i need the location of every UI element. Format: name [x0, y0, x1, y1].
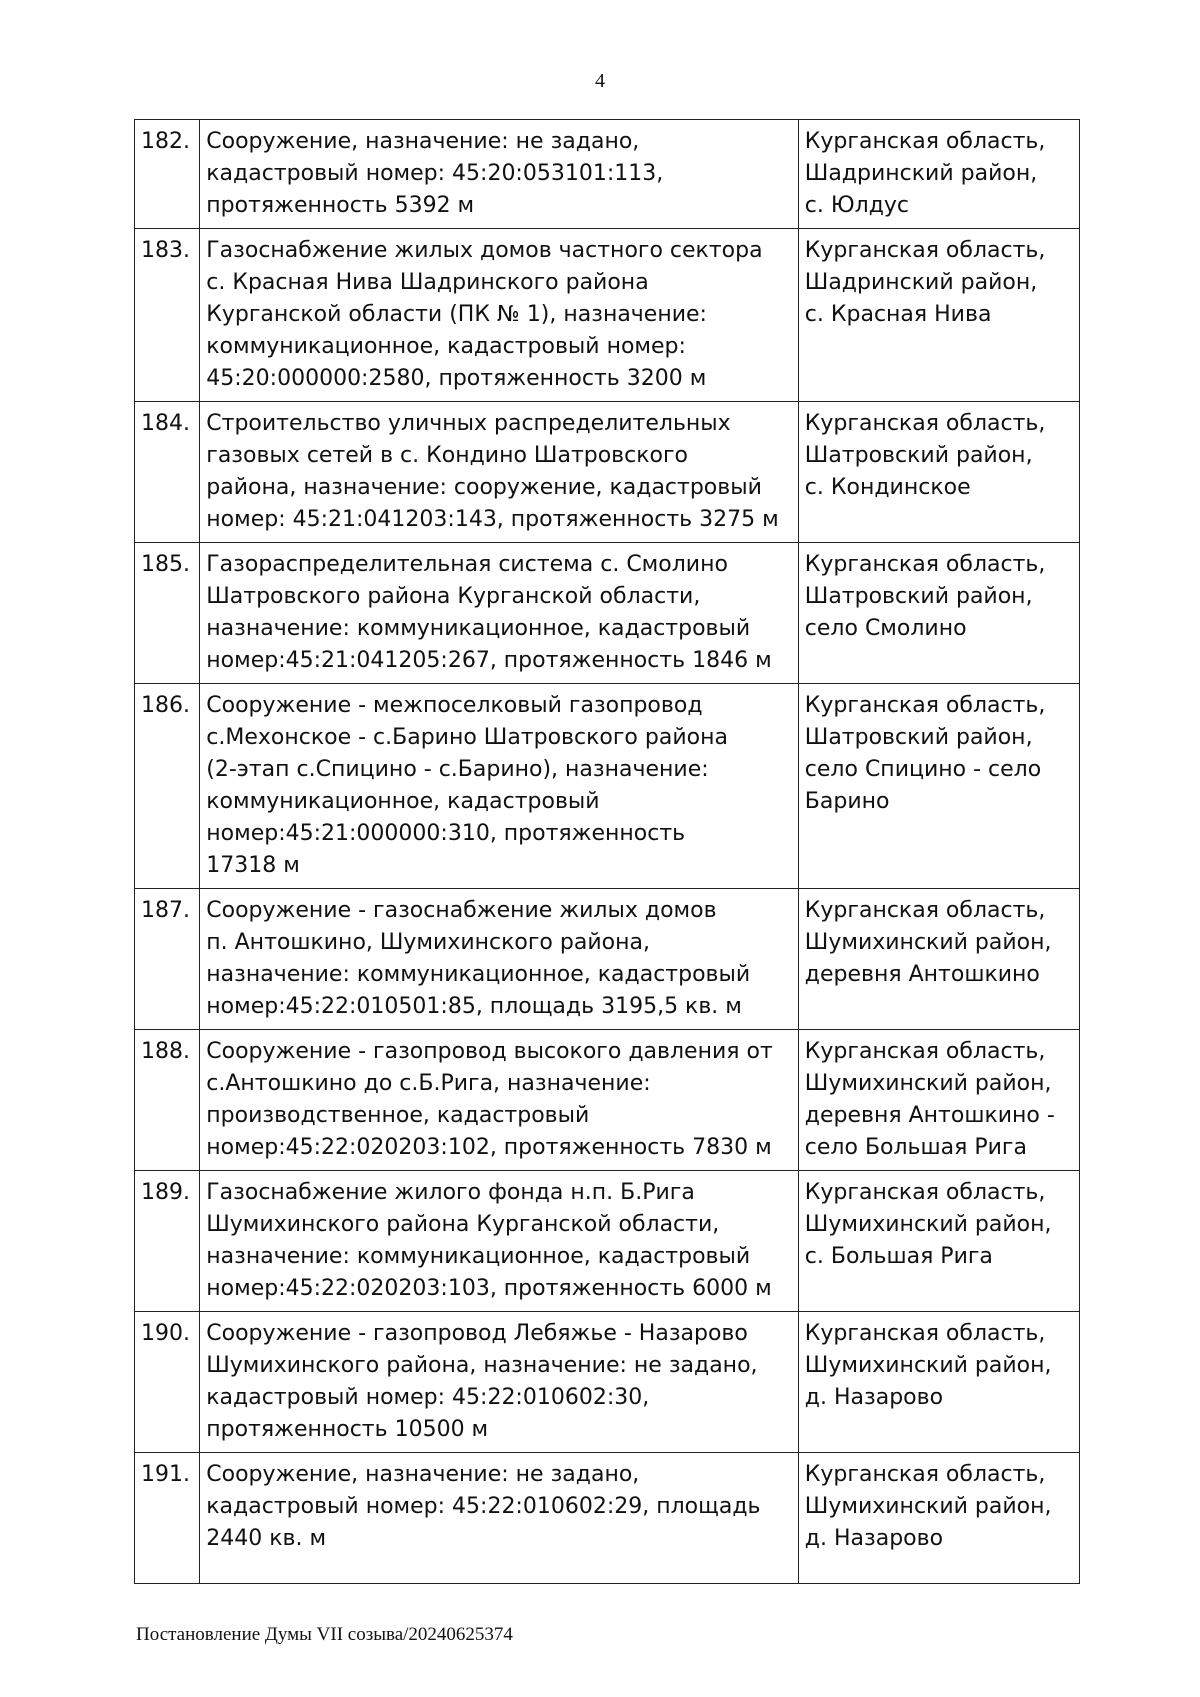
- description-line: Сооружение - газопровод Лебяжье - Назарово: [206, 1321, 748, 1346]
- location-line: Шатровский район,: [804, 725, 1033, 750]
- location-line: д. Назарово: [804, 1385, 944, 1410]
- row-number: 189.: [135, 1171, 200, 1312]
- location-line: Шатровский район,: [804, 584, 1033, 609]
- location-line: Курганская область,: [804, 898, 1046, 923]
- description-line: Сооружение, назначение: не задано,: [206, 129, 640, 154]
- table-row: [135, 1312, 1080, 1453]
- description-line: назначение: коммуникационное, кадастровый: [206, 962, 751, 987]
- location-line: деревня Антошкино: [804, 962, 1040, 987]
- page-number: 4: [595, 70, 605, 92]
- row-number: 188.: [135, 1030, 200, 1171]
- object-location: [798, 120, 1079, 229]
- row-number: 184.: [135, 402, 200, 543]
- object-description: [200, 1030, 799, 1171]
- object-location: [798, 684, 1079, 889]
- description-line: кадастровый номер: 45:20:053101:113,: [206, 161, 664, 186]
- description-line: Газоснабжение жилых домов частного сектора: [206, 238, 763, 263]
- location-line: с. Красная Нива: [804, 302, 992, 327]
- object-description: [200, 889, 799, 1030]
- table-row: [135, 1453, 1080, 1584]
- description-line: кадастровый номер: 45:22:010602:29, площадь: [206, 1494, 761, 1519]
- object-location: [798, 889, 1079, 1030]
- location-line: Шумихинский район,: [804, 1353, 1052, 1378]
- object-location: [798, 543, 1079, 684]
- description-line: Сооружение - газоснабжение жилых домов: [206, 898, 717, 923]
- description-line: района, назначение: сооружение, кадастровый: [206, 475, 762, 500]
- description-line: кадастровый номер: 45:22:010602:30,: [206, 1385, 650, 1410]
- description-line: протяженность 10500 м: [206, 1417, 489, 1442]
- object-description: [200, 1453, 799, 1584]
- location-line: Курганская область,: [804, 1321, 1046, 1346]
- description-line: Сооружение - газопровод высокого давления от: [206, 1039, 773, 1064]
- table-row: [135, 1030, 1080, 1171]
- description-line: газовых сетей в с. Кондино Шатровского: [206, 443, 689, 468]
- description-line: коммуникационное, кадастровый номер:: [206, 334, 686, 359]
- row-number: 187.: [135, 889, 200, 1030]
- description-line: Курганской области (ПК № 1), назначение:: [206, 302, 707, 327]
- description-line: протяженность 5392 м: [206, 193, 475, 218]
- description-line: (2-этап с.Спицино - с.Барино), назначение:: [206, 757, 709, 782]
- description-line: номер:45:21:041205:267, протяженность 1846 м: [206, 648, 772, 673]
- location-line: село Большая Рига: [804, 1135, 1027, 1160]
- location-line: Шадринский район,: [804, 161, 1038, 186]
- description-line: номер:45:22:020203:102, протяженность 7830 м: [206, 1135, 772, 1160]
- table-row: [135, 229, 1080, 402]
- description-line: номер:45:21:000000:310, протяженность: [206, 821, 686, 846]
- row-number: 190.: [135, 1312, 200, 1453]
- description-line: Газоснабжение жилого фонда н.п. Б.Рига: [206, 1180, 695, 1205]
- location-line: Шумихинский район,: [804, 1494, 1052, 1519]
- description-line: 2440 кв. м: [206, 1526, 327, 1551]
- location-line: д. Назарово: [804, 1526, 944, 1551]
- location-line: с. Кондинское: [804, 475, 971, 500]
- object-location: [798, 1312, 1079, 1453]
- description-line: Газораспределительная система с. Смолино: [206, 552, 728, 577]
- table-row: [135, 684, 1080, 889]
- location-line: Курганская область,: [804, 552, 1046, 577]
- location-line: село Смолино: [804, 616, 967, 641]
- object-location: [798, 229, 1079, 402]
- location-line: Курганская область,: [804, 693, 1046, 718]
- object-location: [798, 1453, 1079, 1584]
- row-number: 185.: [135, 543, 200, 684]
- description-line: номер:45:22:010501:85, площадь 3195,5 кв. м: [206, 994, 742, 1019]
- description-line: с.Антошкино до с.Б.Рига, назначение:: [206, 1071, 651, 1096]
- description-line: Шумихинского района Курганской области,: [206, 1212, 720, 1237]
- table-row: [135, 1171, 1080, 1312]
- location-line: Курганская область,: [804, 238, 1046, 263]
- location-line: с. Юлдус: [804, 193, 910, 218]
- object-description: [200, 1171, 799, 1312]
- property-table: [134, 119, 1080, 1584]
- object-description: [200, 1312, 799, 1453]
- object-location: [798, 1030, 1079, 1171]
- description-line: Сооружение, назначение: не задано,: [206, 1462, 640, 1487]
- table-row: [135, 120, 1080, 229]
- description-line: номер: 45:21:041203:143, протяженность 3275 м: [206, 507, 779, 532]
- location-line: Шумихинский район,: [804, 930, 1052, 955]
- description-line: Шумихинского района, назначение: не задано,: [206, 1353, 758, 1378]
- object-description: [200, 402, 799, 543]
- location-line: с. Большая Рига: [804, 1244, 993, 1269]
- description-line: коммуникационное, кадастровый: [206, 789, 600, 814]
- description-line: п. Антошкино, Шумихинского района,: [206, 930, 650, 955]
- description-line: номер:45:22:020203:103, протяженность 6000 м: [206, 1276, 772, 1301]
- object-description: [200, 543, 799, 684]
- location-line: Курганская область,: [804, 411, 1046, 436]
- location-line: Барино: [804, 789, 890, 814]
- description-line: 17318 м: [206, 853, 300, 878]
- row-number: 186.: [135, 684, 200, 889]
- location-line: Курганская область,: [804, 129, 1046, 154]
- location-line: Курганская область,: [804, 1180, 1046, 1205]
- description-line: с. Красная Нива Шадринского района: [206, 270, 649, 295]
- table-row: [135, 889, 1080, 1030]
- location-line: Шумихинский район,: [804, 1071, 1052, 1096]
- table-row: [135, 402, 1080, 543]
- location-line: Шадринский район,: [804, 270, 1038, 295]
- description-line: с.Мехонское - с.Барино Шатровского района: [206, 725, 728, 750]
- description-line: производственное, кадастровый: [206, 1103, 590, 1128]
- location-line: Шатровский район,: [804, 443, 1033, 468]
- object-description: [200, 684, 799, 889]
- location-line: Курганская область,: [804, 1039, 1046, 1064]
- object-location: [798, 402, 1079, 543]
- object-location: [798, 1171, 1079, 1312]
- location-line: село Спицино - село: [804, 757, 1042, 782]
- table-body: [135, 120, 1080, 1584]
- row-number: 183.: [135, 229, 200, 402]
- description-line: назначение: коммуникационное, кадастровый: [206, 616, 751, 641]
- description-line: Строительство уличных распределительных: [206, 411, 731, 436]
- location-line: Курганская область,: [804, 1462, 1046, 1487]
- table-row: [135, 543, 1080, 684]
- row-number: 182.: [135, 120, 200, 229]
- description-line: Сооружение - межпоселковый газопровод: [206, 693, 703, 718]
- location-line: Шумихинский район,: [804, 1212, 1052, 1237]
- object-description: [200, 229, 799, 402]
- location-line: деревня Антошкино -: [804, 1103, 1055, 1128]
- object-description: [200, 120, 799, 229]
- description-line: Шатровского района Курганской области,: [206, 584, 701, 609]
- description-line: 45:20:000000:2580, протяженность 3200 м: [206, 366, 707, 391]
- document-footer: Постановление Думы VII созыва/20240625374: [136, 1624, 513, 1645]
- description-line: назначение: коммуникационное, кадастровый: [206, 1244, 751, 1269]
- row-number: 191.: [135, 1453, 200, 1584]
